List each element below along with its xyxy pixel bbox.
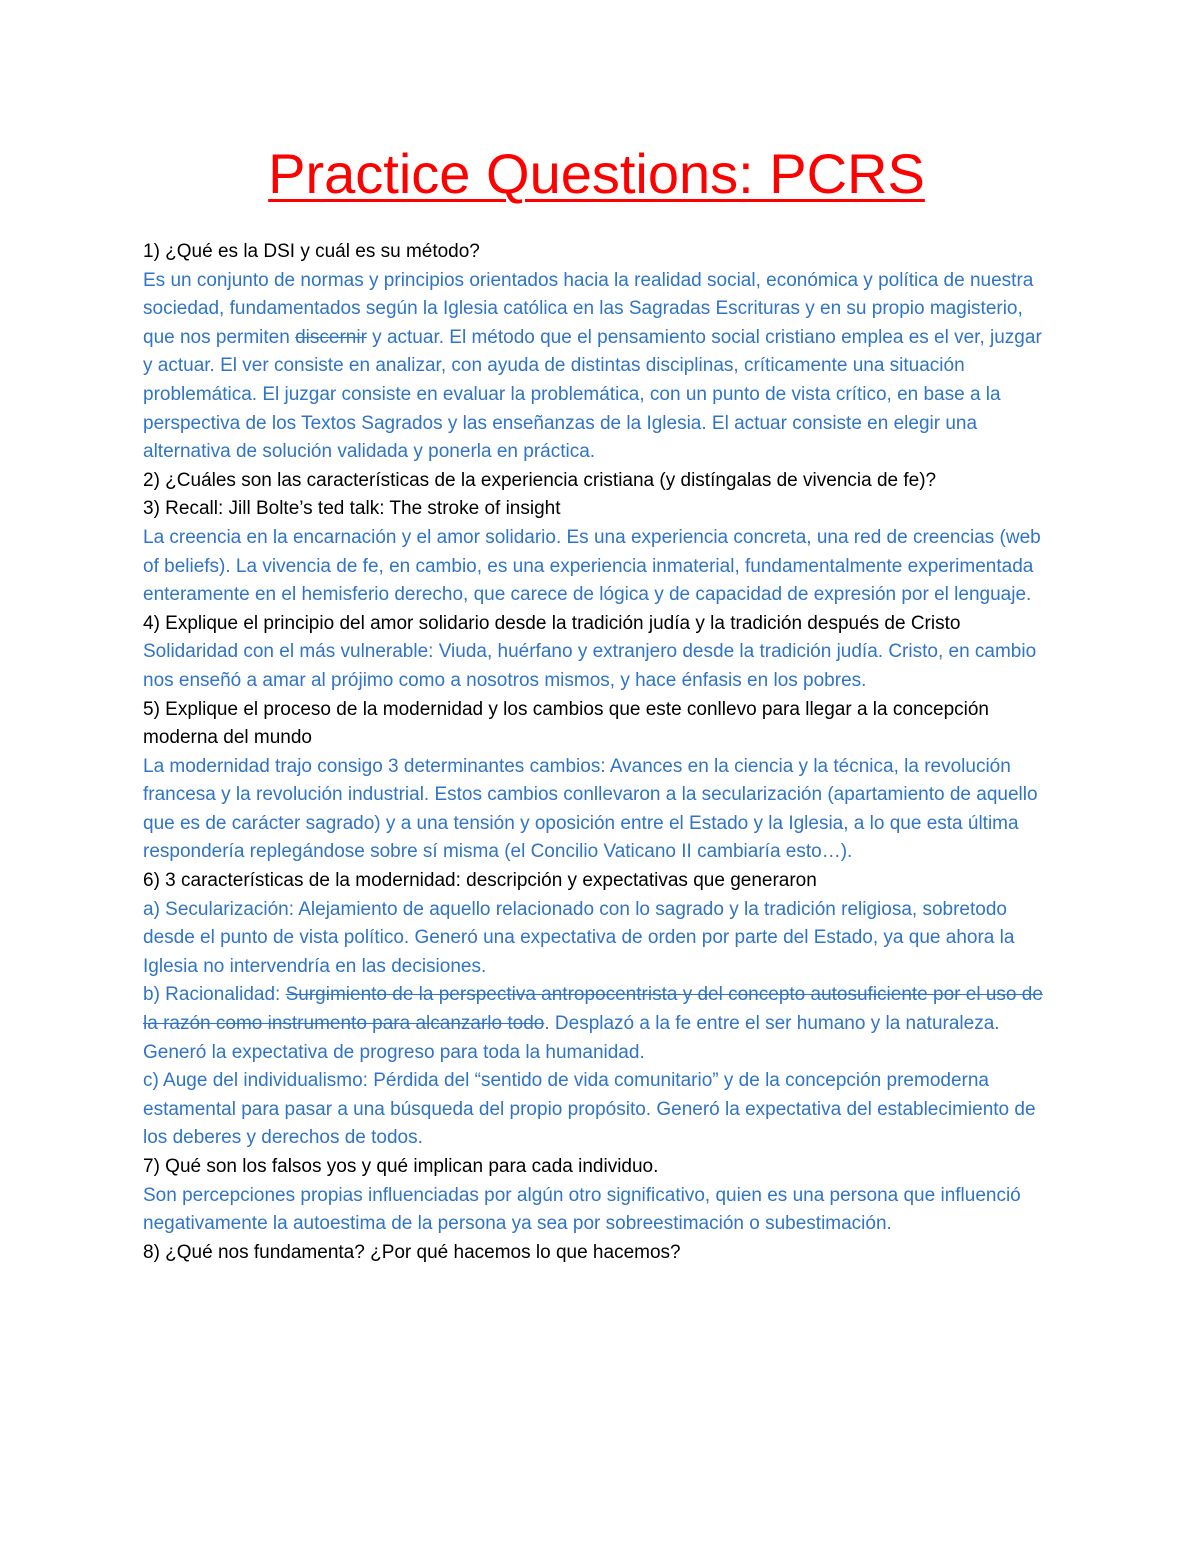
answer-1-text-start: Es un conjunto de normas y principios orientados hacia la realidad social, económica y política de nuestra sociedad, fundamentados según la Iglesia católica en las Sagradas Escrituras y en su propio magisterio, que nos permiten	[143, 269, 1034, 348]
answer-1-struck-text: discernir	[295, 326, 367, 348]
question-3: 3) Recall: Jill Bolte’s ted talk: The stroke of insight	[143, 498, 561, 520]
question-6: 6) 3 características de la modernidad: descripción y expectativas que generaron	[143, 870, 817, 892]
answer-6b-text-start: b) Racionalidad:	[143, 984, 286, 1006]
answer-6c: c) Auge del individualismo: Pérdida del “sentido de vida comunitario” y de la concepción premoderna estamental para pasar a una búsqueda del propio propósito. Generó la expectativa del establecimiento de los deberes y derechos de todos.	[143, 1070, 1036, 1149]
question-5: 5) Explique el proceso de la modernidad y los cambios que este conllevo para llegar a la concepción moderna del mundo	[143, 698, 990, 749]
question-7: 7) Qué son los falsos yos y qué implican para cada individuo.	[143, 1156, 659, 1177]
answer-6a: a) Secularización: Alejamiento de aquello relacionado con lo sagrado y la tradición religiosa, sobretodo desde el punto de vista político. Generó una expectativa de orden por parte del Estado, ya que ahora la Iglesia no intervendría en las decisiones.	[143, 898, 1015, 977]
question-1: 1) ¿Qué es la DSI y cuál es su método?	[143, 241, 480, 262]
document-body	[143, 238, 1050, 1267]
answer-4: Solidaridad con el más vulnerable: Viuda, huérfano y extranjero desde la tradición judía. Cristo, en cambio nos enseñó a amar al prójimo como a nosotros mismos, y hace énfasis en los pobres.	[143, 641, 1037, 691]
answer-6b-text-end: . Desplazó a la fe entre el ser humano y la naturaleza. Generó la expectativa de progreso para toda la humanidad.	[143, 1013, 1000, 1063]
answer-1-text-end: y actuar. El método que el pensamiento social cristiano emplea es el ver, juzgar y actuar. El ver consiste en analizar, con ayuda de distintas disciplinas, críticamente una situación problemática. El juzgar consiste en evaluar la problemática, con un punto de vista crítico, en base a la perspectiva de los Textos Sagrados y las enseñanzas de la Iglesia. El actuar consiste en elegir una alternativa de solución validada y ponerla en práctica.	[143, 326, 1042, 463]
answer-5: La modernidad trajo consigo 3 determinantes cambios: Avances en la ciencia y la técnica, la revolución francesa y la revolución industrial. Estos cambios conllevaron a la secularización (apartamiento de aquello que es de carácter sagrado) y a una tensión y oposición entre el Estado y la Iglesia, a lo que esta última respondería replegándose sobre sí misma (el Concilio Vaticano II cambiaría esto…).	[143, 755, 1038, 863]
answer-6b	[143, 981, 1050, 1067]
page-title: Practice Questions: PCRS	[268, 142, 925, 205]
answer-6b-struck-text: Surgimiento de la perspectiva antropocentrista y del concepto autosuficiente por el uso de la razón como instrumento para alcanzarlo todo	[143, 984, 1043, 1035]
question-4: 4) Explique el principio del amor solidario desde la tradición judía y la tradición después de Cristo	[143, 612, 961, 634]
question-2: 2) ¿Cuáles son las características de la experiencia cristiana (y distíngalas de vivencia de fe)?	[143, 469, 937, 491]
question-8: 8) ¿Qué nos fundamenta? ¿Por qué hacemos lo que hacemos?	[143, 1241, 681, 1263]
answer-7: Son percepciones propias influenciadas por algún otro significativo, quien es una persona que influenció negativamente la autoestima de la persona ya sea por sobreestimación o subestimación.	[143, 1184, 1021, 1235]
answer-3: La creencia en la encarnación y el amor solidario. Es una experiencia concreta, una red de creencias (web of beliefs). La vivencia de fe, en cambio, es una experiencia inmaterial, fundamentalmente experimentada enteramente en el hemisferio derecho, que carece de lógica y de capacidad de expresión por el lenguaje.	[143, 526, 1041, 606]
answer-1	[143, 267, 1050, 467]
